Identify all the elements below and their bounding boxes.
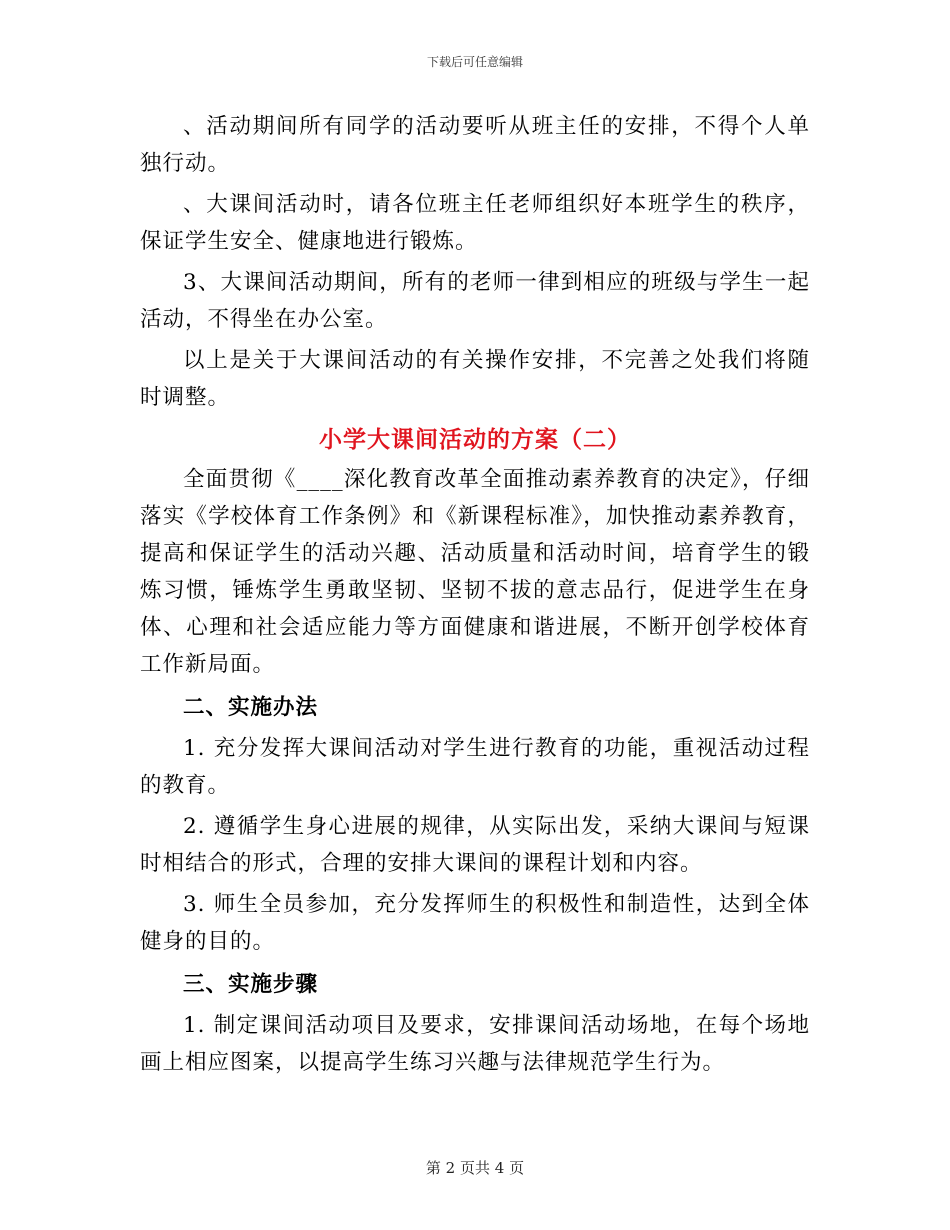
paragraph: 、大课间活动时，请各位班主任老师组织好本班学生的秩序，保证学生安全、健康地进行锻炼。 <box>140 192 810 254</box>
paragraph: 以上是关于大课间活动的有关操作安排，不完善之处我们将随时调整。 <box>140 348 810 410</box>
section-title: 小学大课间活动的方案（二） <box>319 426 631 453</box>
paragraph: 、活动期间所有同学的活动要听从班主任的安排，不得个人单独行动。 <box>140 114 810 176</box>
list-item: 3. 师生全员参加，充分发挥师生的积极性和制造性，达到全体健身的目的。 <box>140 892 810 954</box>
page-footer: 第 2 页共 4 页 <box>425 1159 525 1177</box>
document-body <box>140 108 810 1081</box>
section-heading: 三、实施步骤 <box>183 972 319 997</box>
paragraph: 3、大课间活动期间，所有的老师一律到相应的班级与学生一起活动，不得坐在办公室。 <box>140 270 810 332</box>
section-heading: 二、实施办法 <box>183 695 319 720</box>
intro-paragraph: 全面贯彻《____深化教育改革全面推动素养教育的决定》，仔细落实《学校体育工作条例》和《新课程标准》，加快推动素养教育，提高和保证学生的活动兴趣、活动质量和活动时间，培育学生的锻炼习惯，锤炼学生勇敢坚韧、坚韧不拔的意志品行，促进学生在身体、心理和社会适应能力等方面健康和谐进展，不断开创学校体育工作新局面。 <box>140 467 810 677</box>
list-item: 2. 遵循学生身心进展的规律，从实际出发，采纳大课间与短课时相结合的形式，合理的安排大课间的课程计划和内容。 <box>140 814 810 876</box>
list-item: 1. 充分发挥大课间活动对学生进行教育的功能，重视活动过程的教育。 <box>140 736 810 798</box>
page-header: 下载后可任意编辑 <box>426 55 523 69</box>
list-item: 1. 制定课间活动项目及要求，安排课间活动场地，在每个场地画上相应图案，以提高学生练习兴趣与法律规范学生行为。 <box>140 1013 810 1075</box>
